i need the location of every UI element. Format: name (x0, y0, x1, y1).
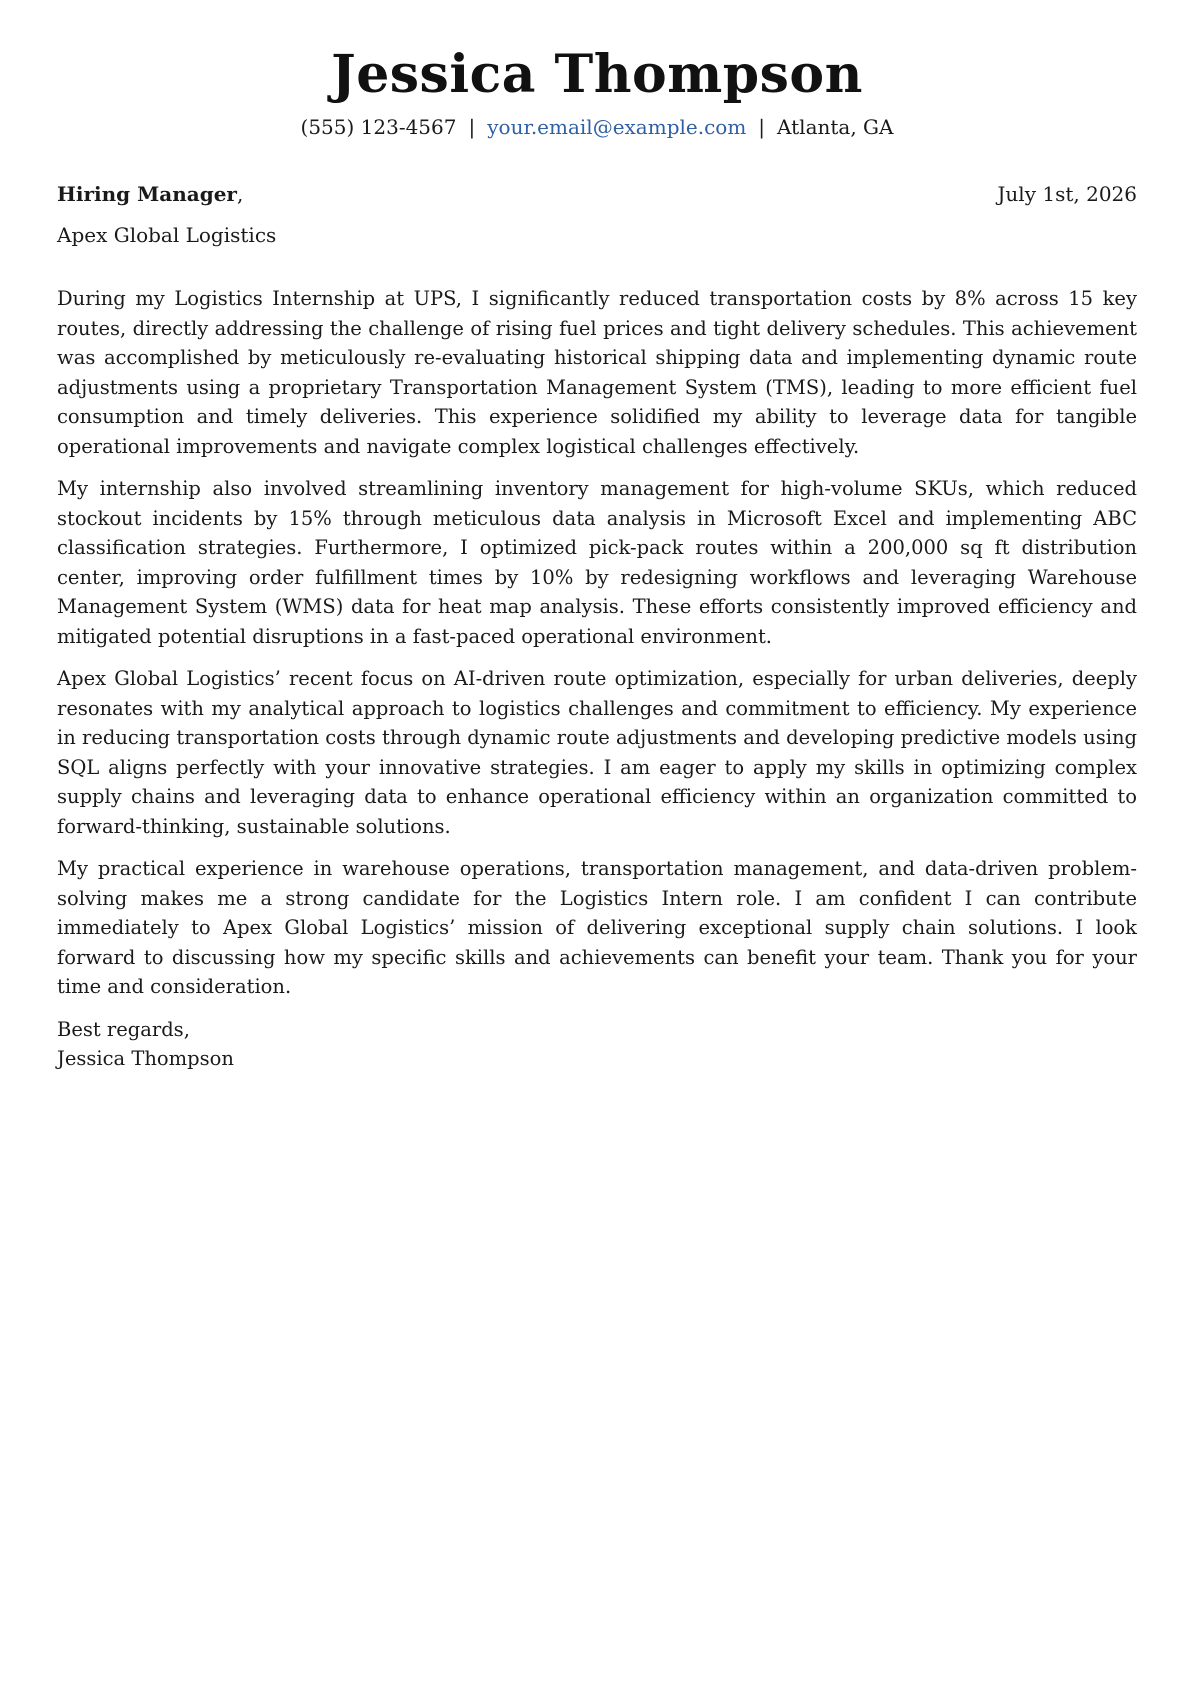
phone-number: (555) 123-4567 (300, 115, 457, 139)
body-paragraph: Apex Global Logistics’ recent focus on AI-driven route optimization, especially for urban deliveries, deeply resonates with my analytical approach to logistics challenges and commitment to efficiency. My experience in reducing transportation costs through dynamic route adjustments and developing predictive models using SQL aligns perfectly with your innovative strategies. I am eager to apply my skills in optimizing complex supply chains and leveraging data to enhance operational efficiency within an organization committed to forward-thinking, sustainable solutions. (57, 667, 1137, 838)
recipient-row (57, 180, 1137, 208)
letter-date: July 1st, 2026 (997, 182, 1137, 206)
location: Atlanta, GA (777, 115, 894, 139)
closing (57, 1015, 1137, 1074)
recipient-title: Hiring Manager (57, 182, 237, 206)
signature: Jessica Thompson (57, 1047, 234, 1070)
applicant-name: Jessica Thompson (331, 44, 863, 105)
recipient-company: Apex Global Logistics (57, 223, 277, 247)
sign-off: Best regards, (57, 1017, 190, 1041)
contact-separator: | (758, 115, 766, 139)
letter-body (57, 284, 1137, 1074)
contact-separator: | (468, 115, 476, 139)
body-paragraph: My internship also involved streamlining inventory management for high-volume SKUs, which reduced stockout incidents by 15% through meticulous data analysis in Microsoft Excel and implementing ABC classification strategies. Furthermore, I optimized pick-pack routes within a 200,000 sq ft distribution center, improving order fulfillment times by 10% by redesigning workflows and leveraging Warehouse Management System (WMS) data for heat map analysis. These efforts consistently improved efficiency and mitigated potential disruptions in a fast-paced operational environment. (57, 477, 1137, 648)
contact-line (57, 113, 1137, 141)
salutation-punct: , (236, 182, 244, 206)
body-paragraph: During my Logistics Internship at UPS, I significantly reduced transportation costs by 8% across 15 key routes, directly addressing the challenge of rising fuel prices and tight delivery schedules. This achievement was accomplished by meticulously re-evaluating historical shipping data and implementing dynamic route adjustments using a proprietary Transportation Management System (TMS), leading to more efficient fuel consumption and timely deliveries. This experience solidified my ability to leverage data for tangible operational improvements and navigate complex logistical challenges effectively. (57, 287, 1137, 458)
salutation (57, 180, 243, 208)
email-link[interactable]: your.email@example.com (487, 115, 747, 139)
body-paragraph: My practical experience in warehouse operations, transportation management, and data-driven problem-solving makes me a strong candidate for the Logistics Intern role. I am confident I can contribute immediately to Apex Global Logistics’ mission of delivering exceptional supply chain solutions. I look forward to discussing how my specific skills and achievements can benefit your team. Thank you for your time and consideration. (57, 857, 1137, 998)
